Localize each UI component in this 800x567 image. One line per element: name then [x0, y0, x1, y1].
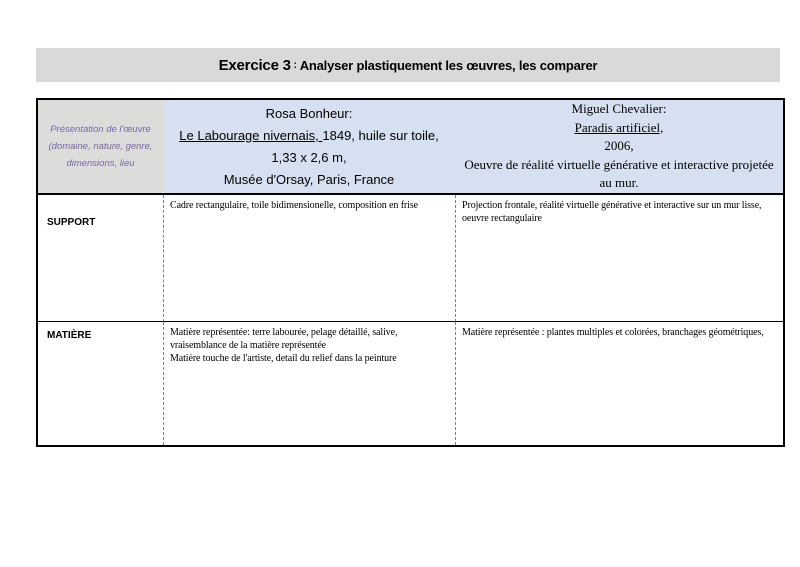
artwork1-title-line [165, 125, 453, 147]
artwork2-year: 2006, [604, 138, 634, 154]
artwork2-artist: Miguel Chevalier: [571, 101, 667, 117]
support-artwork2-text: Projection frontale, réalité virtuelle générative et interactive sur un mur lisse, oeuvre rectangulaire [462, 200, 762, 224]
row-label-matiere: MATIÈRE [47, 330, 92, 341]
artwork1-artist: Rosa Bonheur: [265, 105, 353, 121]
exercise-title-prefix: Exercice 3 [218, 56, 291, 74]
presentation-header-line-1: Présentation de l'œuvre [50, 124, 151, 135]
artwork2-description: Oeuvre de réalité virtuelle générative et interactive projetée au mur. [464, 156, 774, 191]
artwork1-dimensions: 1,33 x 2,6 m, [271, 149, 347, 165]
header-artwork1-cell [163, 100, 455, 195]
matiere-artwork1-paragraph-1: Matière représentée: terre labourée, pelage détaillé, salive, vraisemblance de la matière représentée [170, 327, 398, 351]
presentation-header-line-3: dimensions, lieu [66, 158, 135, 169]
artwork1-medium: 1849, huile sur toile, [322, 127, 439, 143]
matiere-artwork2-cell [455, 322, 783, 445]
matiere-artwork2-text: Matière représentée : plantes multiples et colorées, branchages géométriques, [462, 327, 764, 338]
support-artwork1-cell [163, 195, 455, 322]
artwork-comparison-table [36, 98, 785, 447]
matiere-artwork1-paragraph-2: Matière touche de l'artiste, detail du relief dans la peinture [170, 353, 397, 364]
artwork1-location: Musée d'Orsay, Paris, France [223, 171, 395, 187]
header-artwork2-cell [455, 100, 783, 195]
exercise-title-bar [36, 48, 780, 82]
artwork2-title-line [458, 119, 780, 138]
header-presentation-cell [38, 100, 163, 195]
exercise-title-text: Analyser plastiquement les œuvres, les comparer [299, 57, 598, 73]
artwork1-title: Le Labourage nivernais, [179, 127, 323, 143]
matiere-artwork1-cell [163, 322, 455, 445]
support-artwork2-cell [455, 195, 783, 322]
row-label-support: SUPPORT [38, 195, 163, 322]
artwork2-title: Paradis artificiel, [574, 119, 664, 135]
presentation-header-line-2: (domaine, nature, genre, [48, 141, 153, 152]
exercise-title-separator: : [290, 59, 300, 71]
support-artwork1-text: Cadre rectangulaire, toile bidimensionelle, composition en frise [170, 200, 418, 211]
